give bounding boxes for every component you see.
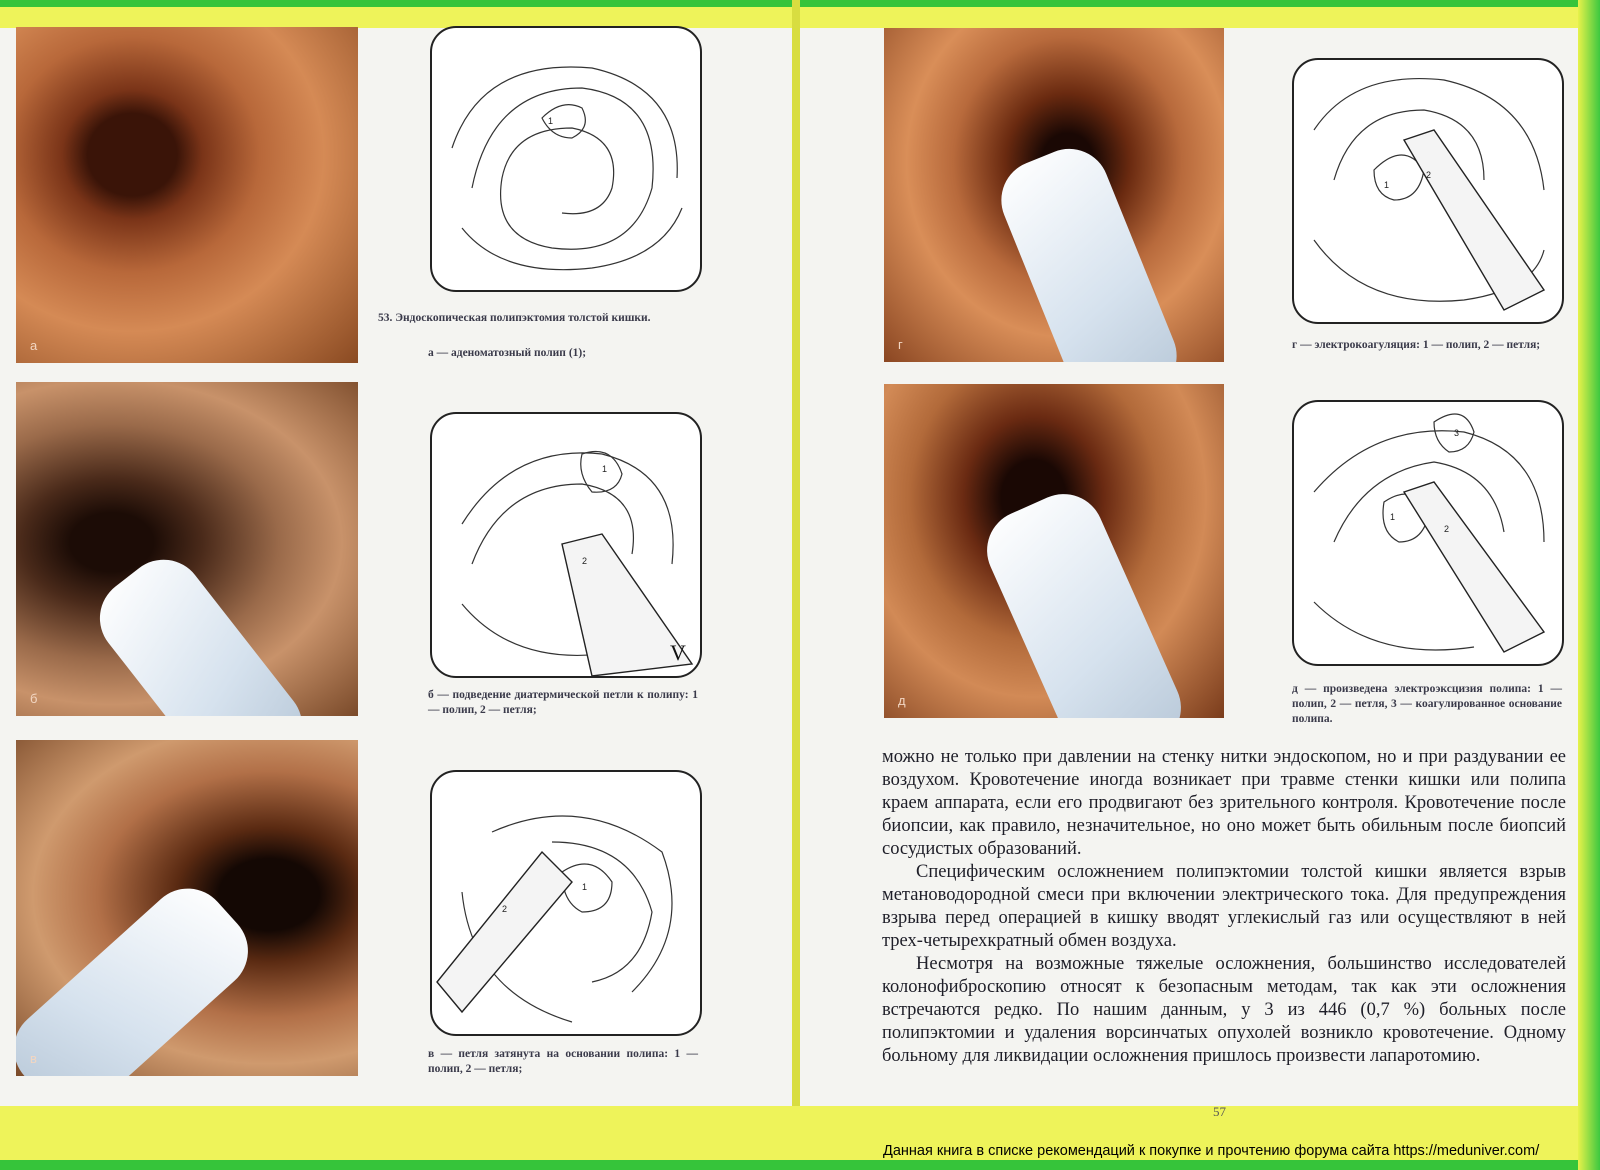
- endoscopy-photo-v: [16, 740, 358, 1076]
- label-3: 3: [1454, 428, 1460, 438]
- endoscopy-photo-a: [16, 27, 358, 363]
- endoscopy-photo-b: [16, 382, 358, 716]
- right-border: [1578, 0, 1600, 1170]
- caption-b: б — подведение диатермической петли к полипу: 1 — полип, 2 — петля;: [428, 689, 698, 716]
- endoscope-tip: [84, 544, 318, 716]
- book-gutter: [792, 0, 800, 1170]
- footer-note: Данная книга в списке рекомендаций к покупке и прочтению форума сайта https://meduniver.com/: [883, 1143, 1540, 1159]
- paragraph: Специфическим осложнением полипэктомии толстой кишки является взрыв метановодородной смеси при включении электрического тока. Для предупреждения взрыва перед операцией в кишку вводят углекислый газ или осуществляют в ней трех-четырехкратный обмен воздуха.: [882, 862, 1566, 951]
- label-1: 1: [602, 464, 608, 474]
- schematic-drawing-a: [430, 26, 702, 292]
- schematic-drawing-g: [1292, 58, 1564, 324]
- photo-letter-v: в: [30, 1051, 37, 1066]
- photo-letter-a: а: [30, 338, 38, 353]
- schematic-drawing-d: [1292, 400, 1564, 666]
- label-2: 2: [1444, 524, 1450, 534]
- paragraph: можно не только при давлении на стенку нитки эндоскопом, но и при раздувании ее воздухом. Кровотечение иногда возникает при травме стенки кишки или полипа краем аппарата, если его продвигают без зрительного контроля. Кровотечение после биопсии, как правило, незначительное, но оно может быть обильным после биопсий сосудистых образований.: [882, 747, 1566, 859]
- schematic-drawing-b: [430, 412, 702, 678]
- photo-letter-d: д: [898, 693, 906, 708]
- caption-a: а — аденоматозный полип (1);: [428, 347, 587, 359]
- label-1: 1: [582, 882, 588, 892]
- caption-g: г — электрокоагуляция: 1 — полип, 2 — петля;: [1292, 339, 1541, 351]
- label-2: 2: [1426, 170, 1432, 180]
- label-1: 1: [548, 116, 554, 126]
- endoscopy-photo-g: [884, 28, 1224, 362]
- label-1: 1: [1384, 180, 1390, 190]
- label-2: 2: [582, 556, 588, 566]
- top-border: [0, 0, 1600, 7]
- caption-v: в — петля затянута на основании полипа: 1 — полип, 2 — петля;: [428, 1048, 698, 1075]
- caption-d: д — произведена электроэксцизия полипа: 1 — полип, 2 — петля, 3 — коагулированное основание полипа.: [1292, 683, 1562, 725]
- figure-title: 53. Эндоскопическая полипэктомия толстой кишки.: [378, 312, 651, 324]
- paragraph: Несмотря на возможные тяжелые осложнения, большинство исследователей колонофиброскопию относят к безопасным методам, так как эти осложнения встречаются редко. По нашим данным, у 3 из 446 (0,7 %) больных после полипэктомии и удаления ворсинчатых опухолей возникло кровотечение. Одному больному для ликвидации осложнения пришлось произвести лапаротомию.: [882, 954, 1566, 1066]
- photo-letter-g: г: [898, 337, 903, 352]
- label-1: 1: [1390, 512, 1396, 522]
- bottom-border: [0, 1160, 1600, 1170]
- photo-letter-b: б: [30, 691, 38, 706]
- endoscope-tip: [974, 481, 1193, 718]
- stray-mark: V: [670, 640, 686, 665]
- endoscopy-photo-d: [884, 384, 1224, 718]
- schematic-drawing-v: [430, 770, 702, 1036]
- endoscope-tip: [16, 872, 264, 1076]
- label-2: 2: [502, 904, 508, 914]
- body-text: [882, 746, 1566, 1068]
- page-number: 57: [1213, 1104, 1226, 1119]
- endoscope-tip: [989, 137, 1188, 362]
